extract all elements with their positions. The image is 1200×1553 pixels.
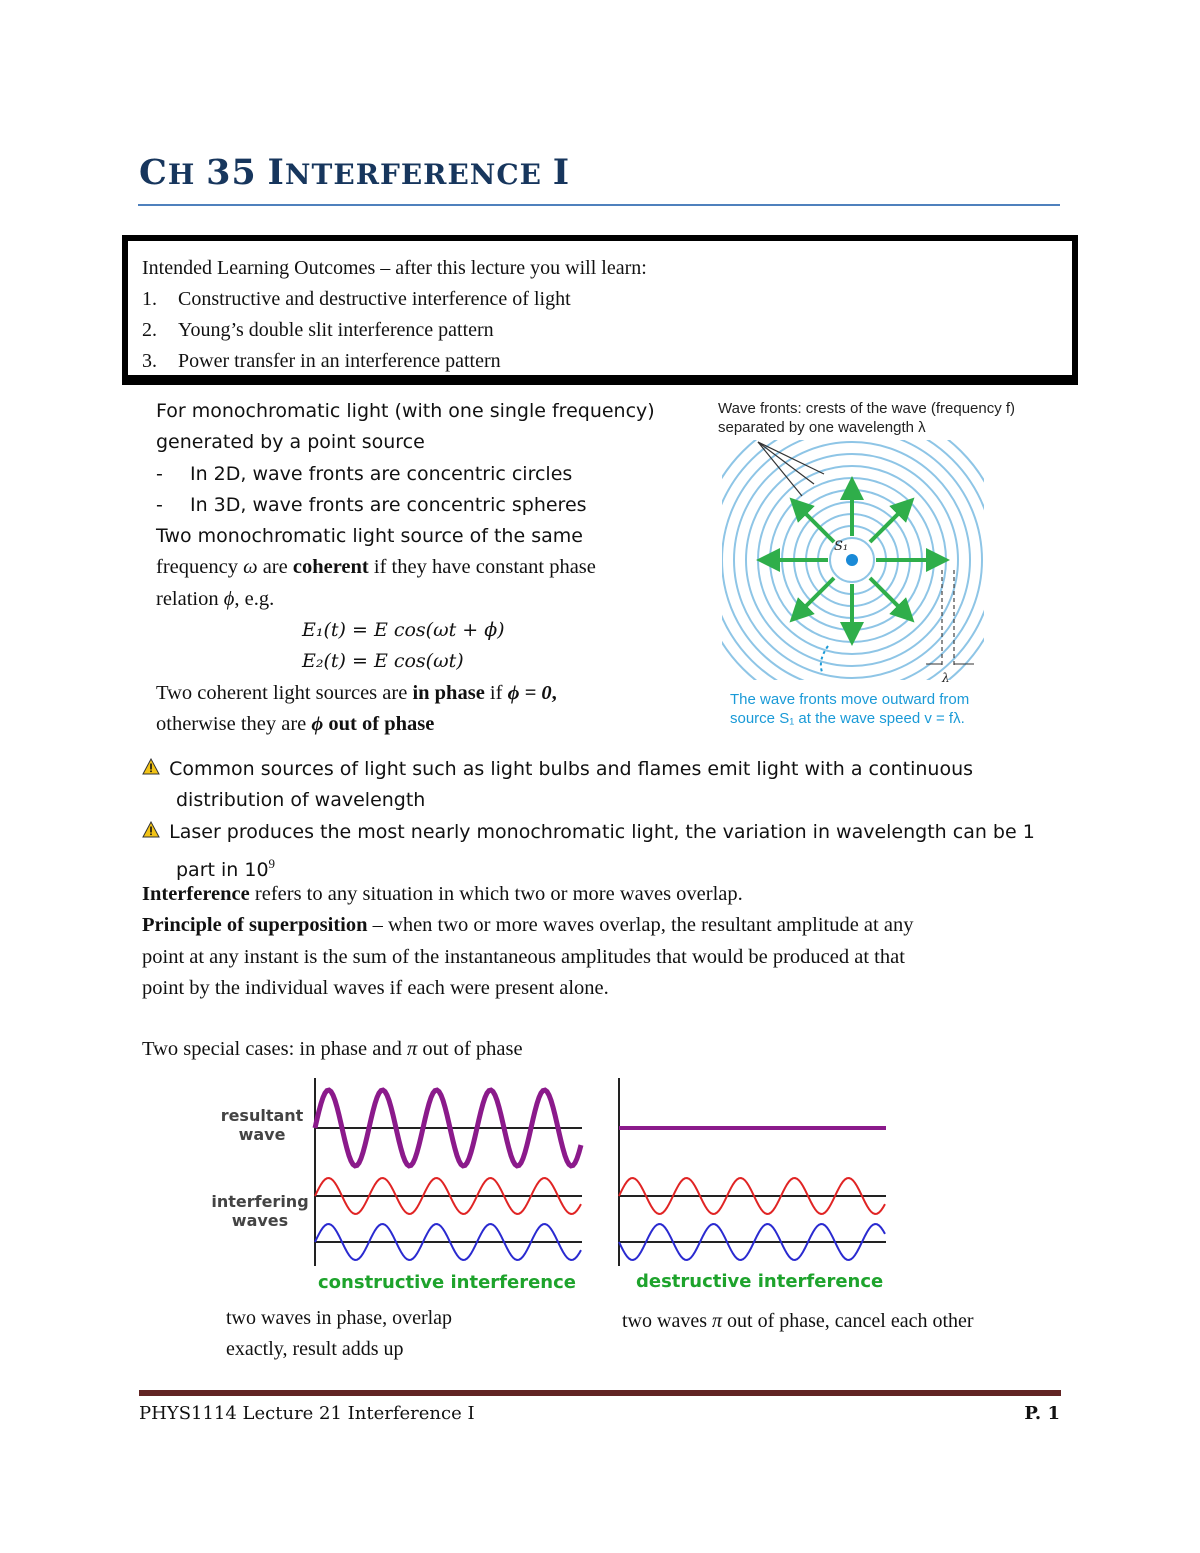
interfering-waves-label: interfering waves: [211, 1192, 309, 1230]
title-underline: [138, 204, 1060, 206]
outcome-item: 2. Young’s double slit interference pattern: [142, 319, 494, 341]
equation-e2: E₂(t) = E cos(ωt): [302, 650, 464, 673]
outcomes-heading: Intended Learning Outcomes – after this lecture you will learn:: [142, 257, 647, 279]
warning-item: Laser produces the most nearly monochromatic light, the variation in wavelength can be 1: [142, 817, 1035, 848]
learning-outcomes-box: [122, 235, 1078, 385]
wavefront-diagram: [718, 440, 986, 690]
warning-icon: [142, 817, 164, 848]
warning-item: Common sources of light such as light bulbs and flames emit light with a continuous: [142, 754, 1035, 785]
page-number: P. 1: [1024, 1403, 1060, 1424]
destructive-interference-plot: [614, 1078, 894, 1268]
outcome-item: 3. Power transfer in an interference pattern: [142, 350, 501, 372]
page-title: CH 35 INTERFERENCE I: [139, 152, 571, 193]
definitions: Interference refers to any situation in which two or more waves overlap. Principle of superposition – when two or more waves overlap, the resultant amplitude at any point at any instant is the sum of the instantaneous amplitudes that would be produced at that point by the individual waves if each were present alone.: [142, 883, 914, 999]
footer-rule: [139, 1390, 1061, 1396]
constructive-description: two waves in phase, overlap exactly, result adds up: [226, 1307, 453, 1361]
footer-course: PHYS1114 Lecture 21 Interference I: [139, 1403, 475, 1424]
bullet-3d: - In 3D, wave fronts are concentric spheres: [156, 493, 587, 516]
warning-icon: [142, 754, 164, 785]
resultant-wave-label: resultant wave: [220, 1106, 304, 1144]
wavefront-bottom-caption: The wave fronts move outward from source S₁ at the wave speed v = fλ.: [730, 691, 970, 727]
equation-e1: E₁(t) = E cos(ωt + ϕ): [302, 619, 505, 642]
warning-list: Common sources of light such as light bulbs and flames emit light with a continuous distribution of wavelength Laser produces the most nearly monochromatic light, the variation in wavelength can be 1 part in $10^9$: [142, 754, 1035, 886]
bullet-2d: - In 2D, wave fronts are concentric circles: [156, 462, 573, 485]
outcome-item: 1. Constructive and destructive interference of light: [142, 288, 571, 310]
destructive-title: destructive interference: [636, 1271, 884, 1292]
wavefront-top-caption: Wave fronts: crests of the wave (frequency f) separated by one wavelength λ: [718, 400, 1016, 436]
constructive-title: constructive interference: [318, 1272, 577, 1293]
lambda-label: λ: [942, 671, 950, 685]
destructive-description: two waves π out of phase, cancel each other: [622, 1310, 974, 1332]
intro-section: For monochromatic light (with one single frequency) generated by a point source - In 2D, wave fronts are concentric circles - In 3D, wave fronts are concentric spheres Two monochromatic light source of the same frequency ω are coherent if they have constant phase relation ϕ, e.g. E₁(t) = E cos(ωt + ϕ) E₂(t) = E cos(ωt) Two coherent light sources are in phase if ϕ = 0, otherwise they are ϕ out of phase: [156, 400, 655, 735]
source-label: S₁: [834, 539, 849, 554]
coherent-line: frequency ω are coherent if they have constant phase: [156, 556, 596, 579]
constructive-interference-plot: [310, 1078, 600, 1268]
special-cases-intro: Two special cases: in phase and π out of phase: [142, 1038, 523, 1060]
